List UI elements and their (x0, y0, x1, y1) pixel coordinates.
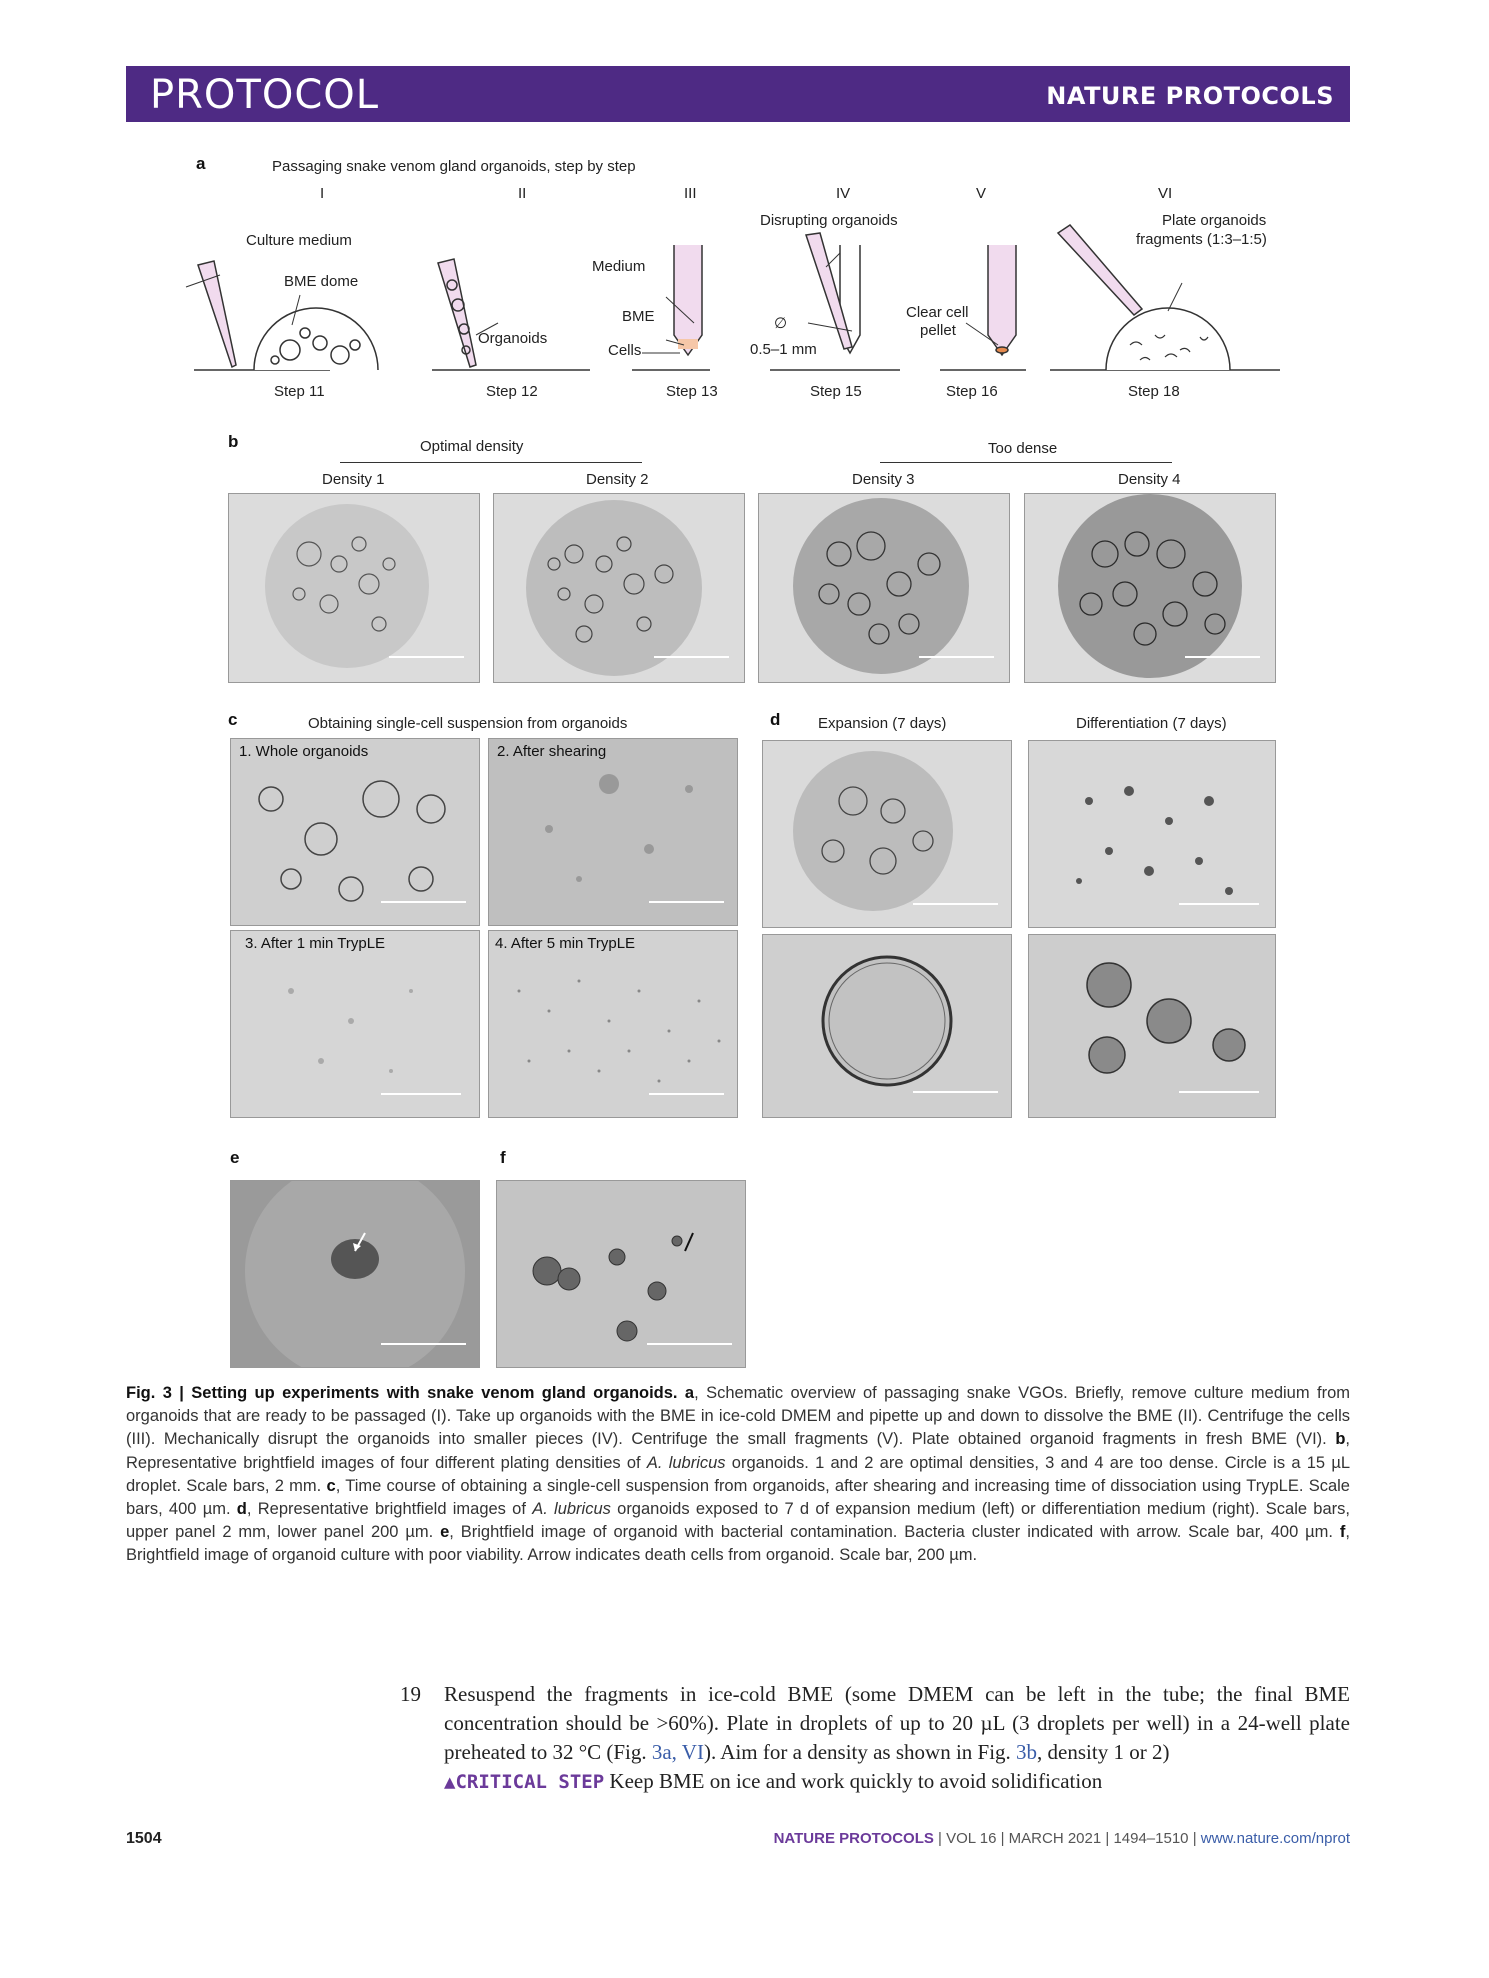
panel-d-letter: d (770, 710, 781, 729)
f-viability-image (496, 1180, 746, 1368)
d-differentiation-upper (1028, 740, 1276, 928)
panel-c-letter: c (228, 710, 238, 729)
density-label: Density 4 (1118, 471, 1181, 488)
step-label: Step 12 (486, 383, 538, 400)
group-line (880, 462, 1172, 463)
roman-5: V (976, 185, 987, 202)
e-contamination-image (230, 1180, 480, 1368)
step-text: , density 1 or 2) (1037, 1740, 1170, 1764)
label-medium: Medium (592, 258, 646, 275)
step-label: Step 15 (810, 383, 862, 400)
panel-c-title: Obtaining single-cell suspension from organoids (308, 715, 628, 732)
d-differentiation-lower (1028, 934, 1276, 1118)
density-image-4 (1024, 493, 1276, 683)
caption-text: , Time course of obtaining a single-cell suspension from organoids, after shearing and increasing time of dissociation using TrypLE. Scale bars, 400 µm. (126, 1476, 1350, 1519)
figure-caption (126, 1382, 1350, 1568)
caption-text: organoids. 1 and 2 are optimal densities, 3 and 4 are too dense. Circle is a 15 µL droplet. Scale bars, 2 mm. (126, 1453, 1351, 1495)
footer-journal: NATURE PROTOCOLS (773, 1830, 934, 1847)
label-culture-medium: Culture medium (246, 232, 352, 249)
fig-ref-link[interactable]: 3b (1016, 1740, 1038, 1764)
panel-a-letter: a (196, 154, 206, 173)
caption-letter: e (440, 1523, 450, 1542)
caption-letter: f (1339, 1523, 1346, 1542)
roman-2: II (518, 185, 527, 202)
step-19 (400, 1680, 1350, 1797)
label-plate-2: fragments (1:3–1:5) (1136, 231, 1267, 248)
step-label: Step 13 (666, 383, 718, 400)
label-bme: BME (622, 308, 655, 325)
caption-letter: b (1335, 1430, 1346, 1449)
label-cells: Cells (608, 342, 642, 359)
caption-letter: d (236, 1500, 247, 1519)
footer-volume: VOL 16 (946, 1830, 997, 1847)
label-pellet: pellet (920, 322, 956, 339)
step-label: Step 16 (946, 383, 998, 400)
page-number: 1504 (126, 1830, 162, 1847)
roman-4: IV (836, 185, 851, 202)
step-label: Step 11 (274, 383, 325, 400)
label-diameter: ∅ (774, 315, 788, 332)
label-organoids: Organoids (478, 330, 548, 347)
caption-text: , Representative brightfield images of (246, 1500, 533, 1519)
caption-text: , Representative brightfield images of four different plating densities of (126, 1430, 1350, 1472)
caption-species: A. lubricus (532, 1500, 611, 1519)
c-label-3: 3. After 1 min TrypLE (245, 935, 386, 952)
caption-species: A. lubricus (646, 1453, 726, 1472)
c-label-4: 4. After 5 min TrypLE (495, 935, 636, 952)
d-col1-label: Expansion (7 days) (818, 715, 947, 732)
density-image-1 (228, 493, 480, 683)
caption-text: , Brightfield image of organoid with bacterial contamination. Bacteria cluster indicated with arrow. Scale bar, 400 µm. (449, 1523, 1340, 1542)
caption-text: , Brightfield image of organoid culture with poor viability. Arrow indicates death cells from organoid. Scale bar, 200 µm. (126, 1523, 1350, 1565)
density-label: Density 2 (586, 471, 649, 488)
panel-f-letter: f (500, 1148, 506, 1167)
roman-6: VI (1158, 185, 1173, 202)
step-label: Step 18 (1128, 383, 1180, 400)
c-image-1 (230, 738, 480, 926)
density-label: Density 3 (852, 471, 915, 488)
panel-b-letter: b (228, 432, 239, 451)
c-image-4 (488, 930, 738, 1118)
d-expansion-upper (762, 740, 1012, 928)
label-size: 0.5–1 mm (750, 341, 817, 358)
footer-pages: 1494–1510 (1113, 1830, 1189, 1847)
density-image-3 (758, 493, 1010, 683)
caption-fig-title: Fig. 3 | Setting up experiments with snake venom gland organoids. (126, 1384, 678, 1402)
d-expansion-lower (762, 934, 1012, 1118)
section-label: PROTOCOL (150, 72, 380, 118)
caption-letter: c (326, 1476, 336, 1495)
group-optimal: Optimal density (420, 438, 524, 455)
roman-3: III (684, 185, 697, 202)
footer-date: MARCH 2021 (1008, 1830, 1102, 1847)
step-number: 19 (400, 1682, 421, 1706)
density-label: Density 1 (322, 471, 385, 488)
critical-step-text: Keep BME on ice and work quickly to avoid solidification (604, 1769, 1103, 1793)
group-too-dense: Too dense (988, 440, 1058, 457)
panel-a-title: Passaging snake venom gland organoids, step by step (272, 158, 636, 175)
c-label-1: 1. Whole organoids (239, 743, 369, 760)
c-image-3 (230, 930, 480, 1118)
c-image-2 (488, 738, 738, 926)
label-plate-1: Plate organoids (1162, 212, 1267, 229)
panel-e-letter: e (230, 1148, 240, 1167)
step-text: Resuspend the fragments in ice-cold BME (some DMEM can be left in the tube; the final BME concentration should be >60%). Plate in droplets of up to 20 µL (3 droplets per well) in a 24-well plate preheated to 32 °C (Fig. (444, 1682, 1350, 1764)
page-header (126, 66, 1350, 122)
footer-url-link[interactable]: www.nature.com/nprot (1200, 1830, 1350, 1847)
group-line (340, 462, 642, 463)
label-disrupting: Disrupting organoids (760, 212, 898, 229)
journal-label: NATURE PROTOCOLS (1046, 82, 1334, 110)
roman-1: I (320, 185, 325, 202)
density-image-2 (493, 493, 745, 683)
caption-letter: a (684, 1384, 695, 1402)
c-label-2: 2. After shearing (497, 743, 607, 760)
caption-text: , Schematic overview of passaging snake VGOs. Briefly, remove culture medium from organoids that are ready to be passaged (I). Take up organoids with the BME in ice-cold DMEM and pipette up and down to dissolve the BME (II). Centrifuge the cells (III). Mechanically disrupt the organoids into smaller pieces (IV). Centrifuge the small fragments (V). Plate obtained organoid fragments in fresh BME (VI). (126, 1384, 1350, 1449)
label-bme-dome: BME dome (284, 273, 359, 290)
step-text: ). Aim for a density as shown in Fig. (703, 1740, 1017, 1764)
critical-step-label: ▲CRITICAL STEP (444, 1771, 605, 1793)
footer-citation: NATURE PROTOCOLS | VOL 16 | MARCH 2021 | 1494–1510 | www.nature.com/nprot (773, 1830, 1350, 1847)
fig-ref-link[interactable]: 3a, VI (651, 1740, 704, 1764)
d-col2-label: Differentiation (7 days) (1076, 715, 1227, 732)
label-clear-cell: Clear cell (906, 304, 969, 321)
caption-text: organoids exposed to 7 d of expansion medium (left) or differentiation medium (right). Scale bars, upper panel 2 mm, lower panel 200 µm. (126, 1500, 1350, 1542)
